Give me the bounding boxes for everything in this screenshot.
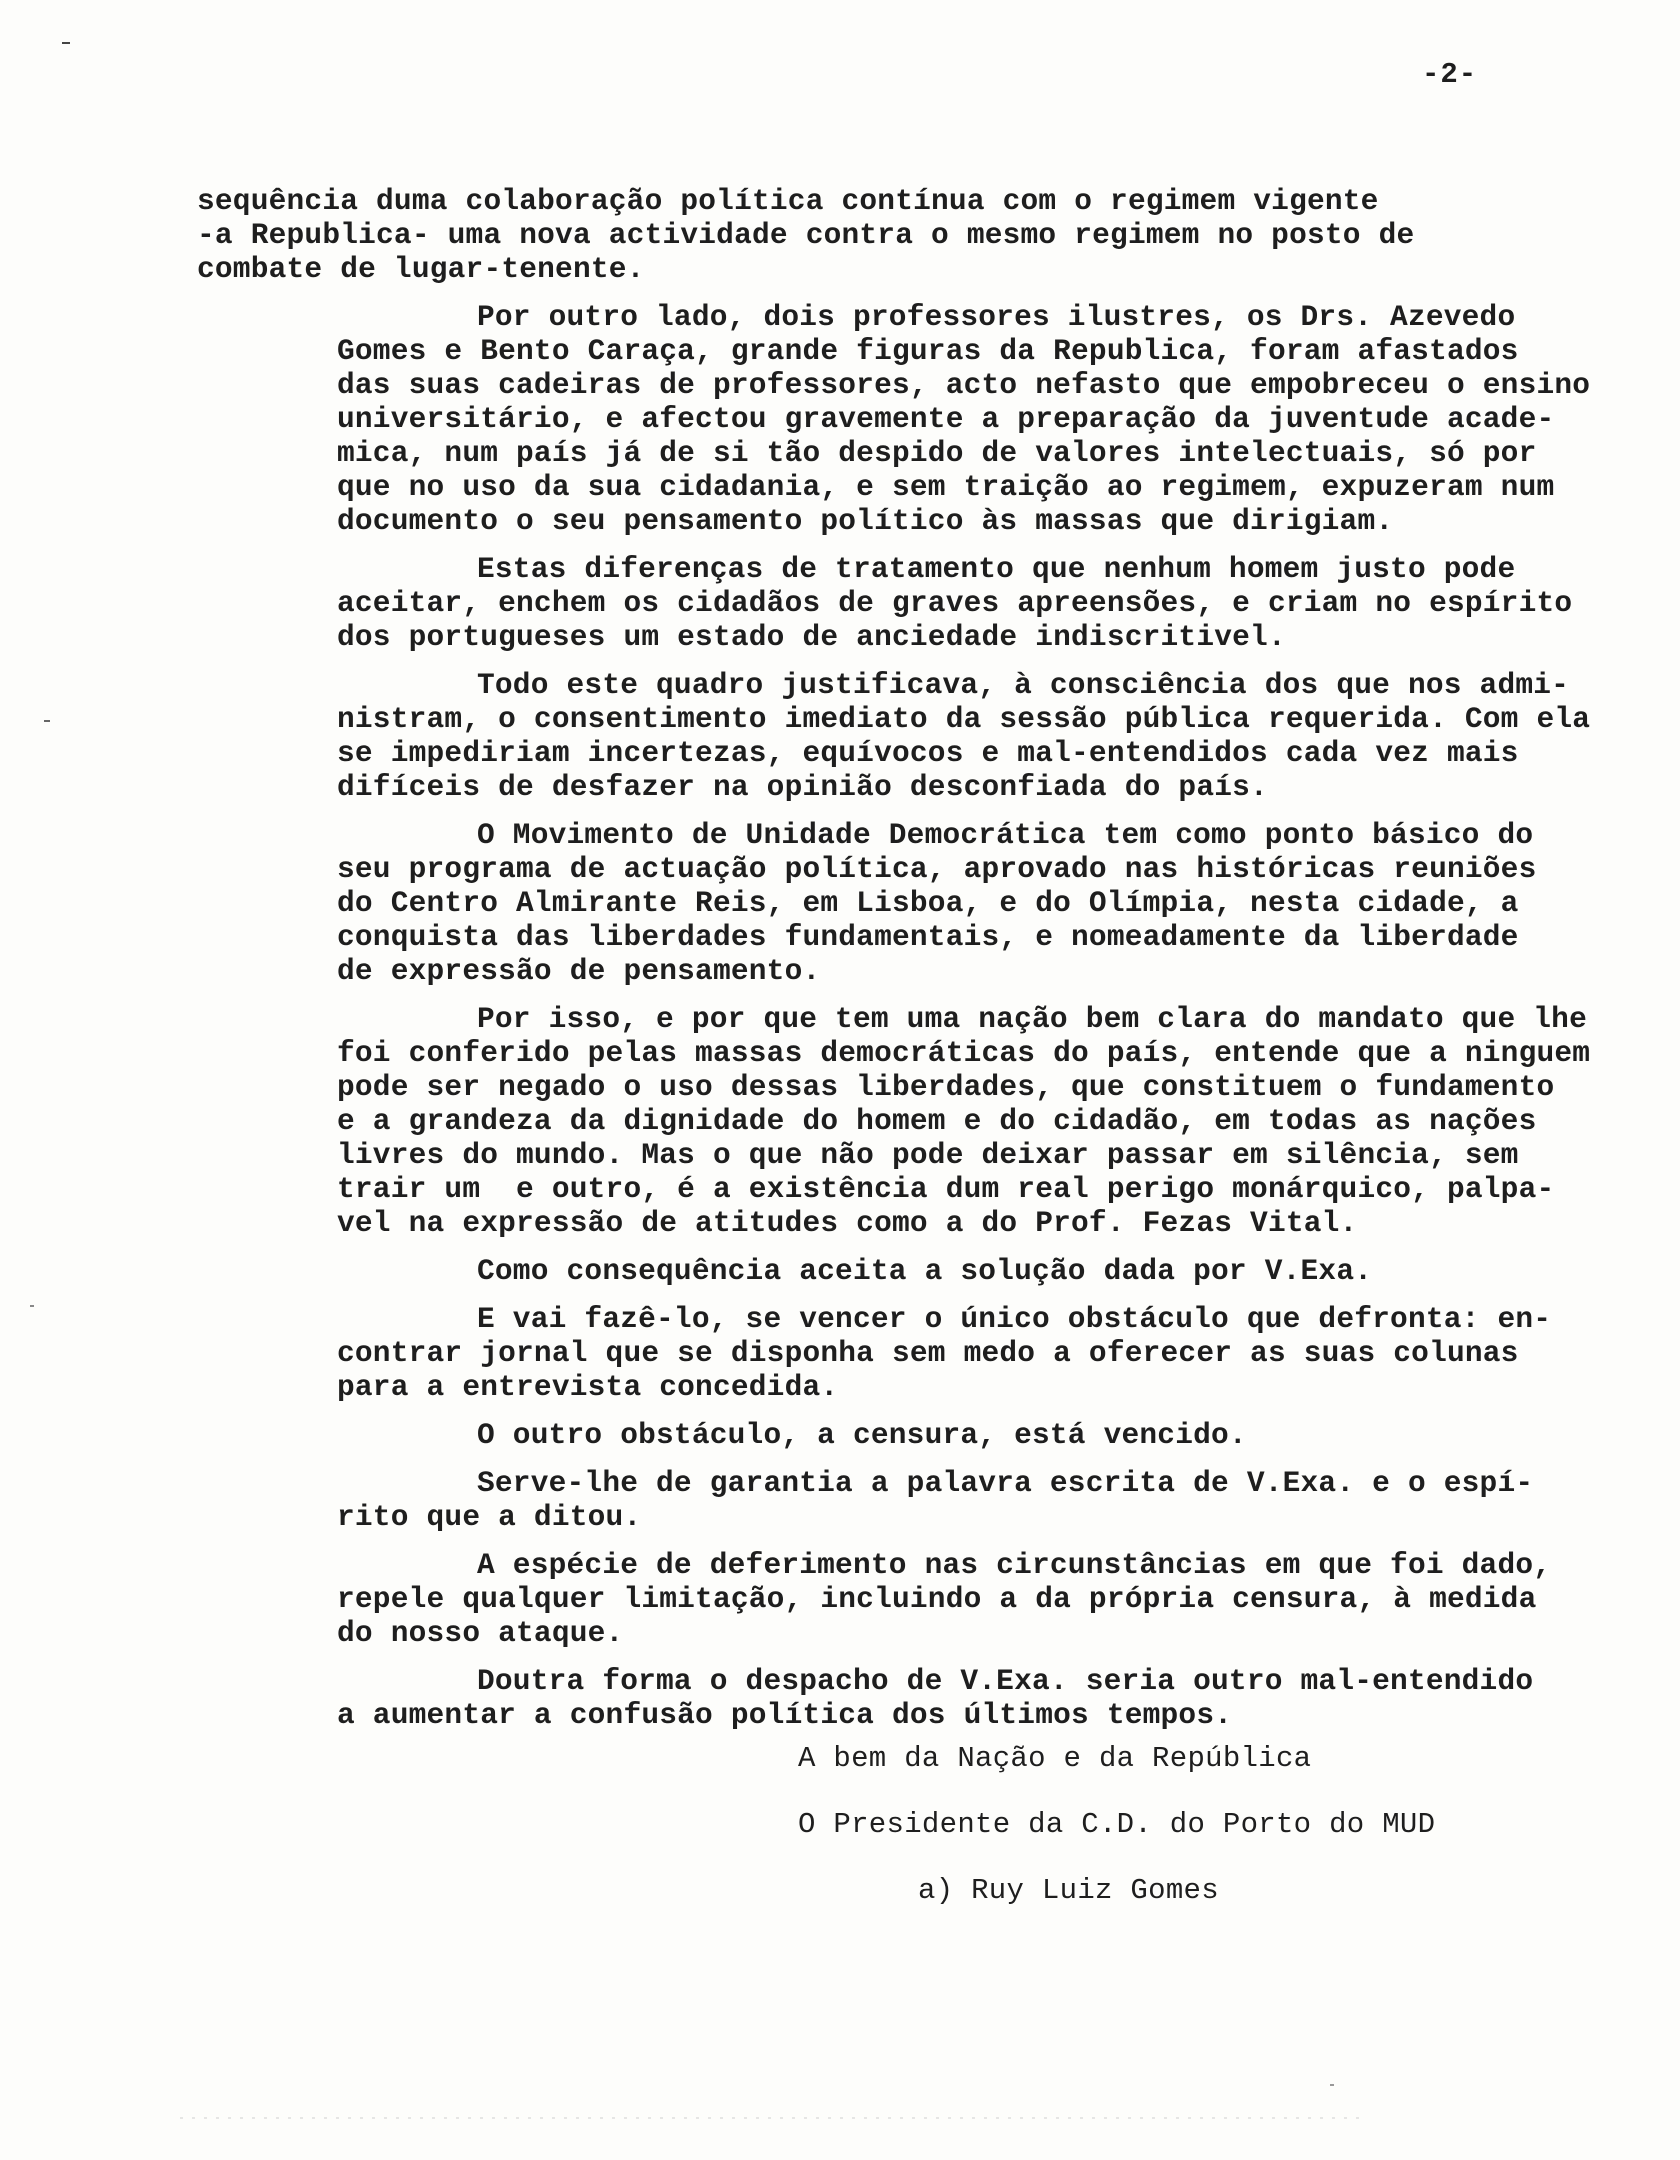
- text-line: livres do mundo. Mas o que não pode deixar passar em silência, sem: [337, 1138, 1519, 1172]
- text-line: das suas cadeiras de professores, acto nefasto que empobreceu o ensino: [337, 368, 1591, 402]
- text-line: rito que a ditou.: [337, 1500, 642, 1534]
- paragraph: [197, 1302, 1617, 1404]
- text-line: conquista das liberdades fundamentais, e nomeadamente da liberdade: [337, 920, 1519, 954]
- text-line: Por isso, e por que tem uma nação bem clara do mandato que lhe: [477, 1002, 1587, 1036]
- text-line: seu programa de actuação política, aprovado nas históricas reuniões: [337, 852, 1537, 886]
- text-line: a aumentar a confusão política dos últimos tempos.: [337, 1698, 1233, 1732]
- text-line: Por outro lado, dois professores ilustres, os Drs. Azevedo: [477, 300, 1516, 334]
- paragraph: [197, 1466, 1617, 1534]
- text-line: combate de lugar-tenente.: [197, 252, 645, 286]
- text-line: difíceis de desfazer na opinião desconfiada do país.: [337, 770, 1268, 804]
- signatory-title: O Presidente da C.D. do Porto do MUD: [798, 1808, 1436, 1841]
- text-line: trair um e outro, é a existência dum real perigo monárquico, palpa-: [337, 1172, 1555, 1206]
- text-line: mica, num país já de si tão despido de valores intelectuais, só por: [337, 436, 1537, 470]
- text-line: universitário, e afectou gravemente a preparação da juventude acade-: [337, 402, 1555, 436]
- paragraph: [197, 818, 1617, 988]
- text-line: documento o seu pensamento político às massas que dirigiam.: [337, 504, 1394, 538]
- paragraph: [197, 1418, 1617, 1452]
- scan-speck: [62, 42, 70, 44]
- paragraph: [197, 1548, 1617, 1650]
- text-line: pode ser negado o uso dessas liberdades, que constituem o fundamento: [337, 1070, 1555, 1104]
- scan-speck: [44, 720, 50, 722]
- text-line: dos portugueses um estado de anciedade indiscritivel.: [337, 620, 1286, 654]
- text-line: do nosso ataque.: [337, 1616, 624, 1650]
- text-line: O Movimento de Unidade Democrática tem como ponto básico do: [477, 818, 1534, 852]
- paragraph: [197, 1254, 1617, 1288]
- text-line: Doutra forma o despacho de V.Exa. seria outro mal-entendido: [477, 1664, 1534, 1698]
- paragraph: [197, 668, 1617, 804]
- paragraph: [197, 552, 1617, 654]
- text-line: e a grandeza da dignidade do homem e do cidadão, em todas as nações: [337, 1104, 1537, 1138]
- text-line: Como consequência aceita a solução dada por V.Exa.: [477, 1254, 1373, 1288]
- scan-speck: [30, 1305, 34, 1307]
- text-line: de expressão de pensamento.: [337, 954, 821, 988]
- paragraph: [197, 300, 1617, 538]
- text-line: vel na expressão de atitudes como a do Prof. Fezas Vital.: [337, 1206, 1358, 1240]
- text-line: Gomes e Bento Caraça, grande figuras da Republica, foram afastados: [337, 334, 1519, 368]
- text-line: se impediriam incertezas, equívocos e mal-entendidos cada vez mais: [337, 736, 1519, 770]
- text-line: aceitar, enchem os cidadãos de graves apreensões, e criam no espírito: [337, 586, 1573, 620]
- text-line: contrar jornal que se disponha sem medo a oferecer as suas colunas: [337, 1336, 1519, 1370]
- closing-salutation: A bem da Nação e da República: [798, 1742, 1312, 1775]
- text-line: repele qualquer limitação, incluindo a da própria censura, à medida: [337, 1582, 1537, 1616]
- letter-body: [197, 184, 1617, 1746]
- page-number: -2-: [1422, 58, 1478, 91]
- paragraph: [197, 1002, 1617, 1240]
- text-line: que no uso da sua cidadania, e sem traição ao regimem, expuzeram num: [337, 470, 1555, 504]
- text-line: Estas diferenças de tratamento que nenhum homem justo pode: [477, 552, 1516, 586]
- text-line: A espécie de deferimento nas circunstâncias em que foi dado,: [477, 1548, 1552, 1582]
- text-line: Serve-lhe de garantia a palavra escrita de V.Exa. e o espí-: [477, 1466, 1534, 1500]
- text-line: nistram, o consentimento imediato da sessão pública requerida. Com ela: [337, 702, 1591, 736]
- scan-speck: [1330, 2084, 1334, 2086]
- paragraph: [197, 1664, 1617, 1732]
- text-line: -a Republica- uma nova actividade contra o mesmo regimem no posto de: [197, 218, 1415, 252]
- signature-line: a) Ruy Luiz Gomes: [918, 1874, 1219, 1907]
- text-line: E vai fazê-lo, se vencer o único obstáculo que defronta: en-: [477, 1302, 1552, 1336]
- text-line: para a entrevista concedida.: [337, 1370, 839, 1404]
- text-line: O outro obstáculo, a censura, está vencido.: [477, 1418, 1247, 1452]
- text-line: Todo este quadro justificava, à consciência dos que nos admi-: [477, 668, 1570, 702]
- text-line: sequência duma colaboração política contínua com o regimem vigente: [197, 184, 1379, 218]
- paragraph: [197, 184, 1617, 286]
- text-line: do Centro Almirante Reis, em Lisboa, e do Olímpia, nesta cidade, a: [337, 886, 1519, 920]
- text-line: foi conferido pelas massas democráticas do país, entende que a ninguem: [337, 1036, 1591, 1070]
